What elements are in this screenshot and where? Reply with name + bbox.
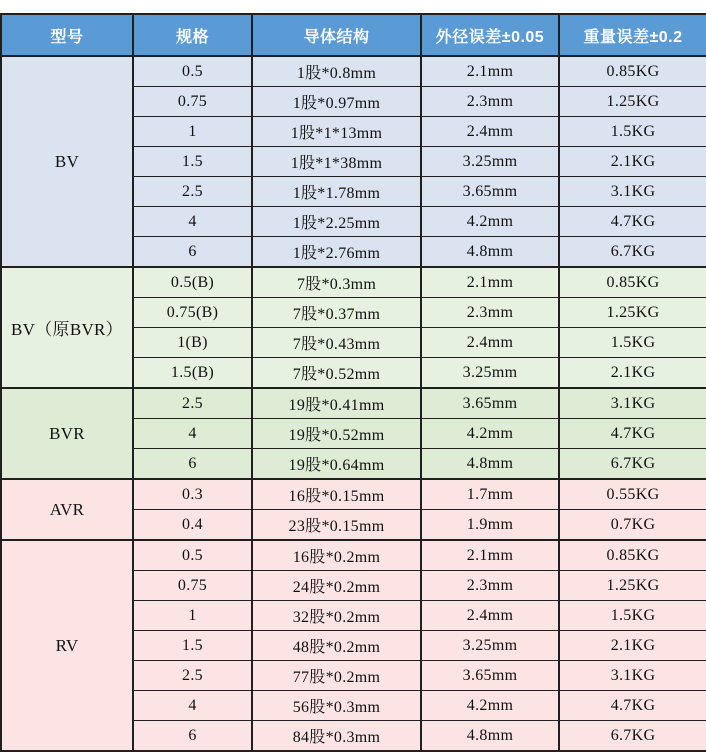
table-body [1, 56, 706, 751]
od-cell: 2.4mm [421, 601, 559, 631]
spec-cell: 4 [133, 691, 252, 721]
spec-cell: 0.4 [133, 510, 252, 541]
od-cell: 4.2mm [421, 691, 559, 721]
weight-cell: 1.5KG [559, 328, 706, 358]
header-weight-tolerance: 重量误差±0.2 [559, 14, 706, 56]
weight-cell: 0.55KG [559, 479, 706, 510]
conductor-cell: 56股*0.3mm [252, 691, 421, 721]
spec-cell: 0.75 [133, 87, 252, 117]
weight-cell: 1.25KG [559, 87, 706, 117]
header-od-tolerance: 外径误差±0.05 [421, 14, 559, 56]
weight-cell: 1.5KG [559, 117, 706, 147]
weight-cell: 3.1KG [559, 661, 706, 691]
weight-cell: 3.1KG [559, 177, 706, 207]
conductor-cell: 7股*0.52mm [252, 358, 421, 389]
od-cell: 3.65mm [421, 177, 559, 207]
weight-cell: 2.1KG [559, 147, 706, 177]
model-cell: BVR [1, 388, 133, 479]
weight-cell: 0.85KG [559, 540, 706, 571]
od-cell: 2.3mm [421, 87, 559, 117]
weight-cell: 1.25KG [559, 298, 706, 328]
conductor-cell: 77股*0.2mm [252, 661, 421, 691]
spec-cell: 0.5(B) [133, 267, 252, 298]
conductor-cell: 7股*0.37mm [252, 298, 421, 328]
conductor-cell: 84股*0.3mm [252, 721, 421, 752]
conductor-cell: 32股*0.2mm [252, 601, 421, 631]
od-cell: 1.7mm [421, 479, 559, 510]
od-cell: 2.4mm [421, 117, 559, 147]
top-margin [0, 0, 706, 13]
conductor-cell: 1股*2.25mm [252, 207, 421, 237]
weight-cell: 2.1KG [559, 631, 706, 661]
spec-cell: 6 [133, 721, 252, 752]
spec-cell: 6 [133, 449, 252, 480]
spec-cell: 2.5 [133, 177, 252, 207]
od-cell: 3.65mm [421, 388, 559, 419]
od-cell: 3.25mm [421, 147, 559, 177]
conductor-cell: 24股*0.2mm [252, 571, 421, 601]
spec-cell: 6 [133, 237, 252, 268]
conductor-cell: 1股*0.97mm [252, 87, 421, 117]
spec-cell: 1.5 [133, 147, 252, 177]
header-conductor: 导体结构 [252, 14, 421, 56]
conductor-cell: 1股*0.8mm [252, 56, 421, 87]
spec-cell: 0.3 [133, 479, 252, 510]
table-row [1, 388, 706, 419]
od-cell: 2.3mm [421, 298, 559, 328]
conductor-cell: 1股*2.76mm [252, 237, 421, 268]
od-cell: 4.2mm [421, 207, 559, 237]
conductor-cell: 19股*0.41mm [252, 388, 421, 419]
weight-cell: 6.7KG [559, 449, 706, 480]
weight-cell: 4.7KG [559, 691, 706, 721]
weight-cell: 0.85KG [559, 56, 706, 87]
conductor-cell: 19股*0.64mm [252, 449, 421, 480]
conductor-cell: 48股*0.2mm [252, 631, 421, 661]
weight-cell: 3.1KG [559, 388, 706, 419]
od-cell: 3.65mm [421, 661, 559, 691]
header-spec: 规格 [133, 14, 252, 56]
table-row [1, 540, 706, 571]
od-cell: 4.2mm [421, 419, 559, 449]
spec-cell: 4 [133, 207, 252, 237]
od-cell: 2.1mm [421, 540, 559, 571]
spec-cell: 0.5 [133, 56, 252, 87]
weight-cell: 1.5KG [559, 601, 706, 631]
od-cell: 1.9mm [421, 510, 559, 541]
od-cell: 4.8mm [421, 721, 559, 752]
conductor-cell: 7股*0.43mm [252, 328, 421, 358]
table-row [1, 56, 706, 87]
spec-cell: 4 [133, 419, 252, 449]
od-cell: 3.25mm [421, 631, 559, 661]
od-cell: 4.8mm [421, 237, 559, 268]
weight-cell: 2.1KG [559, 358, 706, 389]
spec-cell: 1 [133, 117, 252, 147]
spec-cell: 0.75 [133, 571, 252, 601]
spec-cell: 0.5 [133, 540, 252, 571]
table-row [1, 479, 706, 510]
spec-cell: 2.5 [133, 388, 252, 419]
spec-cell: 1(B) [133, 328, 252, 358]
header-row [1, 14, 706, 56]
weight-cell: 6.7KG [559, 721, 706, 752]
weight-cell: 4.7KG [559, 419, 706, 449]
od-cell: 2.3mm [421, 571, 559, 601]
weight-cell: 0.7KG [559, 510, 706, 541]
spec-cell: 1.5(B) [133, 358, 252, 389]
table-row [1, 267, 706, 298]
header-model: 型号 [1, 14, 133, 56]
od-cell: 3.25mm [421, 358, 559, 389]
weight-cell: 1.25KG [559, 571, 706, 601]
spec-cell: 1 [133, 601, 252, 631]
conductor-cell: 1股*1*13mm [252, 117, 421, 147]
model-cell: BV（原BVR） [1, 267, 133, 388]
conductor-cell: 16股*0.15mm [252, 479, 421, 510]
conductor-cell: 7股*0.3mm [252, 267, 421, 298]
model-cell: AVR [1, 479, 133, 540]
conductor-cell: 1股*1.78mm [252, 177, 421, 207]
spec-cell: 1.5 [133, 631, 252, 661]
conductor-cell: 16股*0.2mm [252, 540, 421, 571]
weight-cell: 4.7KG [559, 207, 706, 237]
weight-cell: 0.85KG [559, 267, 706, 298]
spec-cell: 0.75(B) [133, 298, 252, 328]
model-cell: BV [1, 56, 133, 267]
conductor-cell: 1股*1*38mm [252, 147, 421, 177]
conductor-cell: 23股*0.15mm [252, 510, 421, 541]
weight-cell: 6.7KG [559, 237, 706, 268]
spec-cell: 2.5 [133, 661, 252, 691]
od-cell: 4.8mm [421, 449, 559, 480]
od-cell: 2.1mm [421, 267, 559, 298]
model-cell: RV [1, 540, 133, 751]
od-cell: 2.4mm [421, 328, 559, 358]
od-cell: 2.1mm [421, 56, 559, 87]
conductor-cell: 19股*0.52mm [252, 419, 421, 449]
wire-spec-table [0, 13, 706, 752]
